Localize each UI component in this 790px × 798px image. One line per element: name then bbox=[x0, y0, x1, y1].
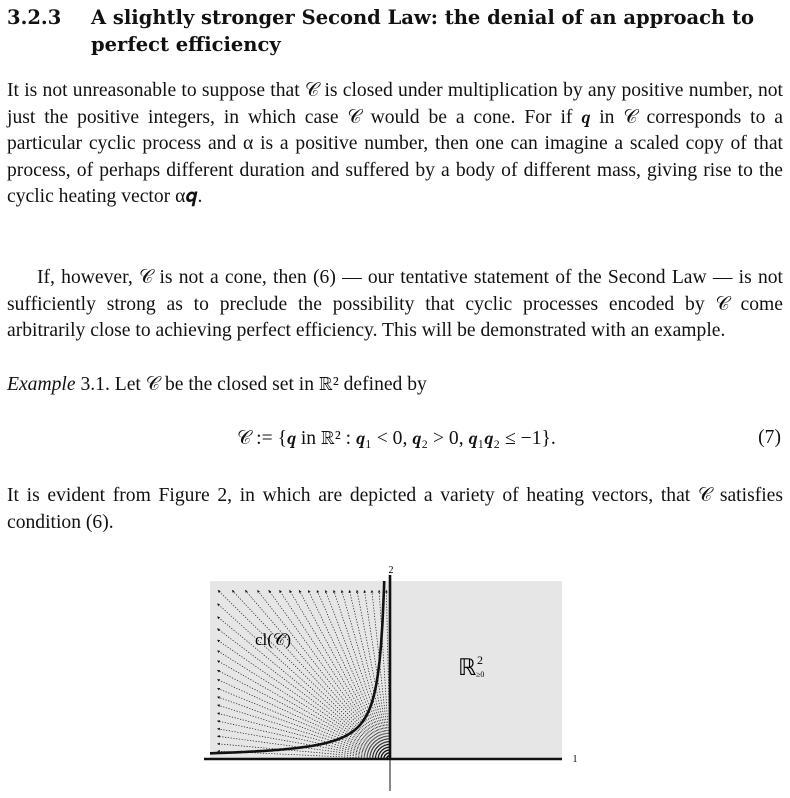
section-title: A slightly stronger Second Law: the denial of an approach to perfect efficiency bbox=[91, 6, 754, 56]
section-number: 3.2.3 bbox=[7, 6, 62, 29]
example-label: Example bbox=[7, 374, 76, 395]
x-axis-label: 1 bbox=[572, 754, 578, 765]
region-left-label: cl(𝒞) bbox=[255, 630, 291, 649]
example-text: Let 𝒞 be the closed set in ℝ² defined by bbox=[114, 374, 427, 395]
equation-tag: (7) bbox=[758, 427, 781, 448]
paragraph-figure-reference: It is evident from Figure 2, in which are depicted a variety of heating vectors, that 𝒞 satisfies condition (6). bbox=[7, 485, 783, 533]
y-axis-label: 2 bbox=[388, 565, 394, 576]
figure-heating-vectors bbox=[190, 563, 590, 795]
display-equation bbox=[7, 425, 783, 457]
equation-expression: 𝒞 := {𝒒 in ℝ² : 𝒒₁ < 0, 𝒒₂ > 0, 𝒒₁𝒒₂ ≤ −1}. bbox=[237, 428, 556, 449]
region-right-label: ℝ bbox=[458, 655, 477, 680]
region-right-label-subscript: ≥0 bbox=[476, 670, 485, 679]
region-left-shade bbox=[210, 581, 390, 759]
paragraph-not-cone: If, however, 𝒞 is not a cone, then (6) — our tentative statement of the Second Law — is not sufficiently strong as to preclude the possibility that cyclic processes encoded by 𝒞 come arbitrarily close to achieving perfect efficiency. This will be demonstrated with an example. bbox=[7, 267, 783, 342]
example-statement bbox=[7, 372, 783, 399]
region-right-label-superscript: 2 bbox=[477, 653, 483, 667]
paragraph-cone: It is not unreasonable to suppose that 𝒞 is closed under multiplication by any positive number, not just the positive integers, in which case 𝒞 would be a cone. For if 𝒒 in 𝒞 corresponds to a particular cyclic process and α is a positive number, then one can imagine a scaled copy of that process, of perhaps different duration and suffered by a body of different mass, giving rise to the cyclic heating vector α𝒒. bbox=[7, 80, 783, 208]
example-number: 3.1. bbox=[80, 374, 110, 395]
